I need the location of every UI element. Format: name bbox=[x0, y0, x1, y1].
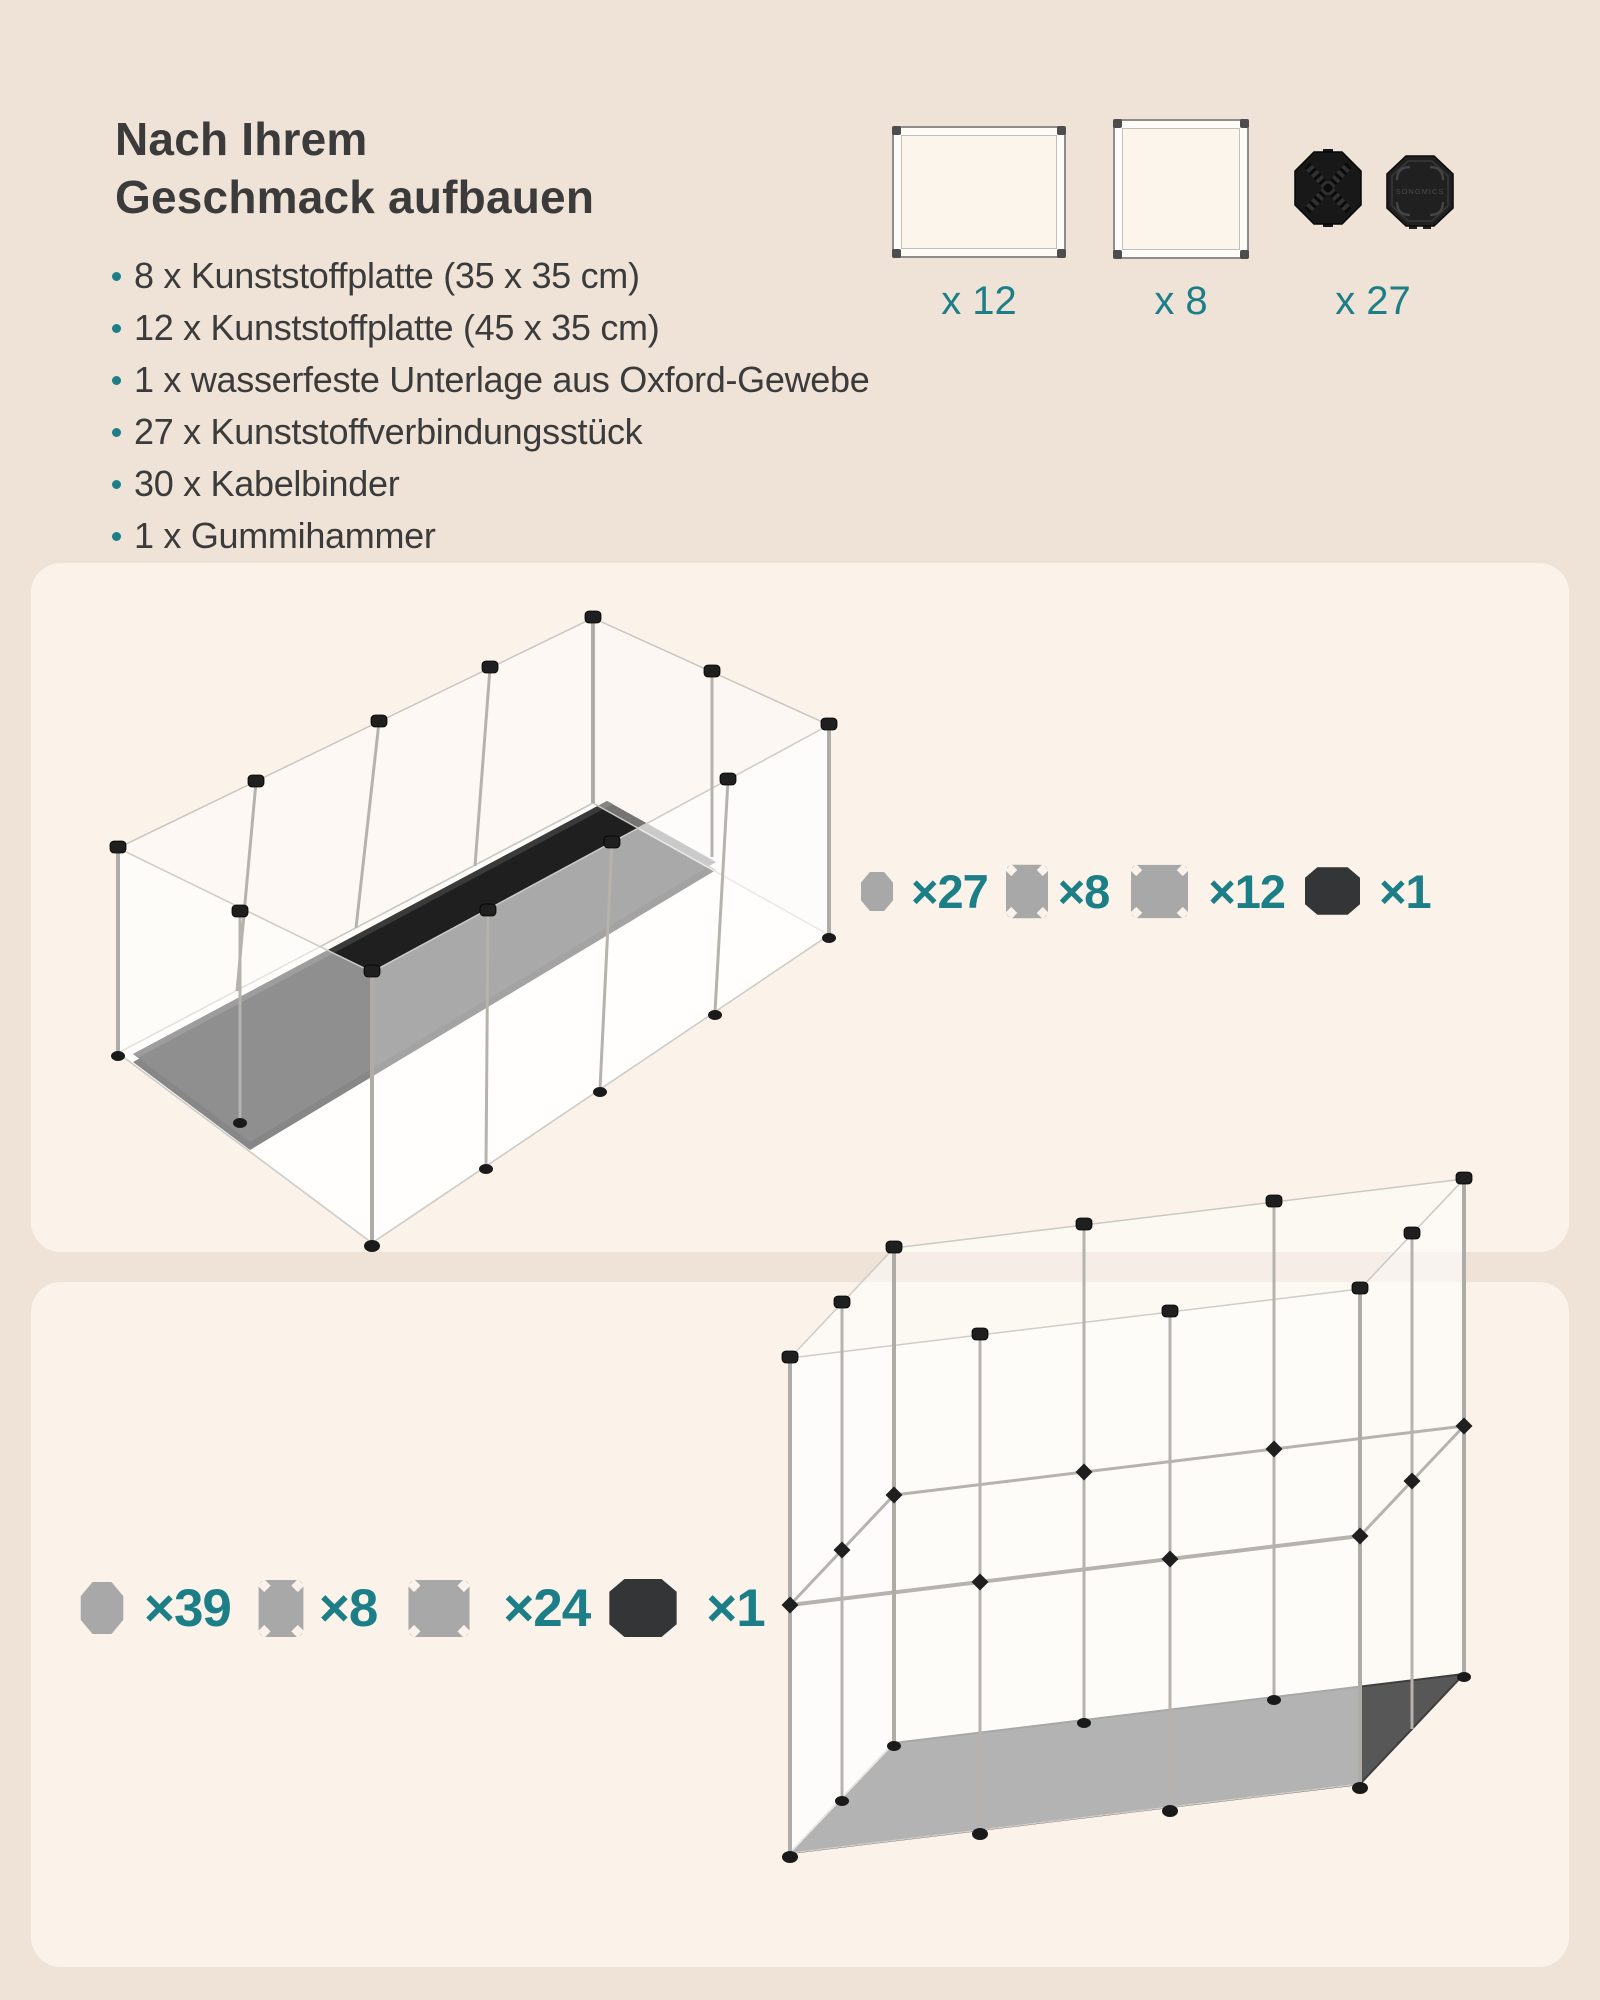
legend-count: ×8 bbox=[318, 1578, 378, 1638]
list-item-text: 8 x Kunststoffplatte (35 x 35 cm) bbox=[134, 255, 640, 296]
panel-corner bbox=[892, 126, 901, 135]
panel-corner bbox=[1113, 119, 1122, 128]
legend-count: ×27 bbox=[911, 864, 988, 918]
plastic-panel-large-image bbox=[892, 126, 1066, 258]
parts-list bbox=[112, 250, 869, 562]
large-pen-render bbox=[740, 1138, 1520, 1928]
panel-corner bbox=[1113, 250, 1122, 259]
panel-large-icon bbox=[401, 1580, 477, 1637]
panel-large-icon bbox=[1131, 864, 1188, 919]
bullet-dot-icon bbox=[112, 376, 121, 385]
legend-count: ×1 bbox=[1379, 864, 1431, 918]
panel-corner bbox=[1057, 249, 1066, 258]
small-pen-legend bbox=[861, 860, 1431, 922]
bullet-dot-icon bbox=[112, 532, 121, 541]
list-item bbox=[112, 354, 869, 406]
legend-count: ×8 bbox=[1057, 864, 1110, 918]
plastic-panel-small-image bbox=[1113, 119, 1249, 259]
list-item bbox=[112, 510, 869, 562]
panel-small-icon bbox=[253, 1580, 309, 1637]
floor-mat-icon bbox=[604, 1579, 682, 1637]
bullet-dot-icon bbox=[112, 272, 121, 281]
list-item bbox=[112, 302, 869, 354]
list-item bbox=[112, 406, 869, 458]
panel-small-count-label: x 8 bbox=[1154, 279, 1208, 323]
connector-octagon-icon bbox=[861, 870, 893, 913]
panel-corner bbox=[1240, 250, 1249, 259]
floor-mat-icon bbox=[1305, 867, 1360, 915]
legend-count: ×39 bbox=[144, 1578, 231, 1638]
panel-corner bbox=[892, 249, 901, 258]
connector-brand-text: SONGMICS bbox=[1395, 187, 1445, 196]
connector-count-label: x 27 bbox=[1335, 279, 1411, 323]
list-item-text: 1 x Gummihammer bbox=[134, 515, 436, 556]
page-title bbox=[115, 110, 594, 226]
list-item bbox=[112, 250, 869, 302]
bullet-dot-icon bbox=[112, 480, 121, 489]
list-item bbox=[112, 458, 869, 510]
panel-small-icon bbox=[1006, 864, 1048, 919]
list-item-text: 1 x wasserfeste Unterlage aus Oxford-Gewebe bbox=[134, 359, 870, 400]
panel-corner bbox=[1057, 126, 1066, 135]
page-title-line2: Geschmack aufbauen bbox=[115, 171, 595, 223]
panel-large-count-label: x 12 bbox=[941, 279, 1017, 323]
connector-cross-icon bbox=[1292, 149, 1364, 227]
legend-count: ×24 bbox=[503, 1578, 591, 1638]
connector-octagon-icon bbox=[80, 1582, 124, 1634]
page-title-line1: Nach Ihrem bbox=[115, 113, 368, 165]
connector-flat-icon bbox=[1385, 154, 1455, 230]
large-pen-legend bbox=[80, 1576, 765, 1640]
panel-corner bbox=[1240, 119, 1249, 128]
legend-count: ×12 bbox=[1208, 864, 1286, 918]
list-item-text: 12 x Kunststoffplatte (45 x 35 cm) bbox=[134, 307, 660, 348]
bullet-dot-icon bbox=[112, 428, 121, 437]
list-item-text: 30 x Kabelbinder bbox=[134, 463, 400, 504]
bullet-dot-icon bbox=[112, 324, 121, 333]
legend-count: ×1 bbox=[706, 1578, 765, 1638]
list-item-text: 27 x Kunststoffverbindungsstück bbox=[134, 411, 643, 452]
